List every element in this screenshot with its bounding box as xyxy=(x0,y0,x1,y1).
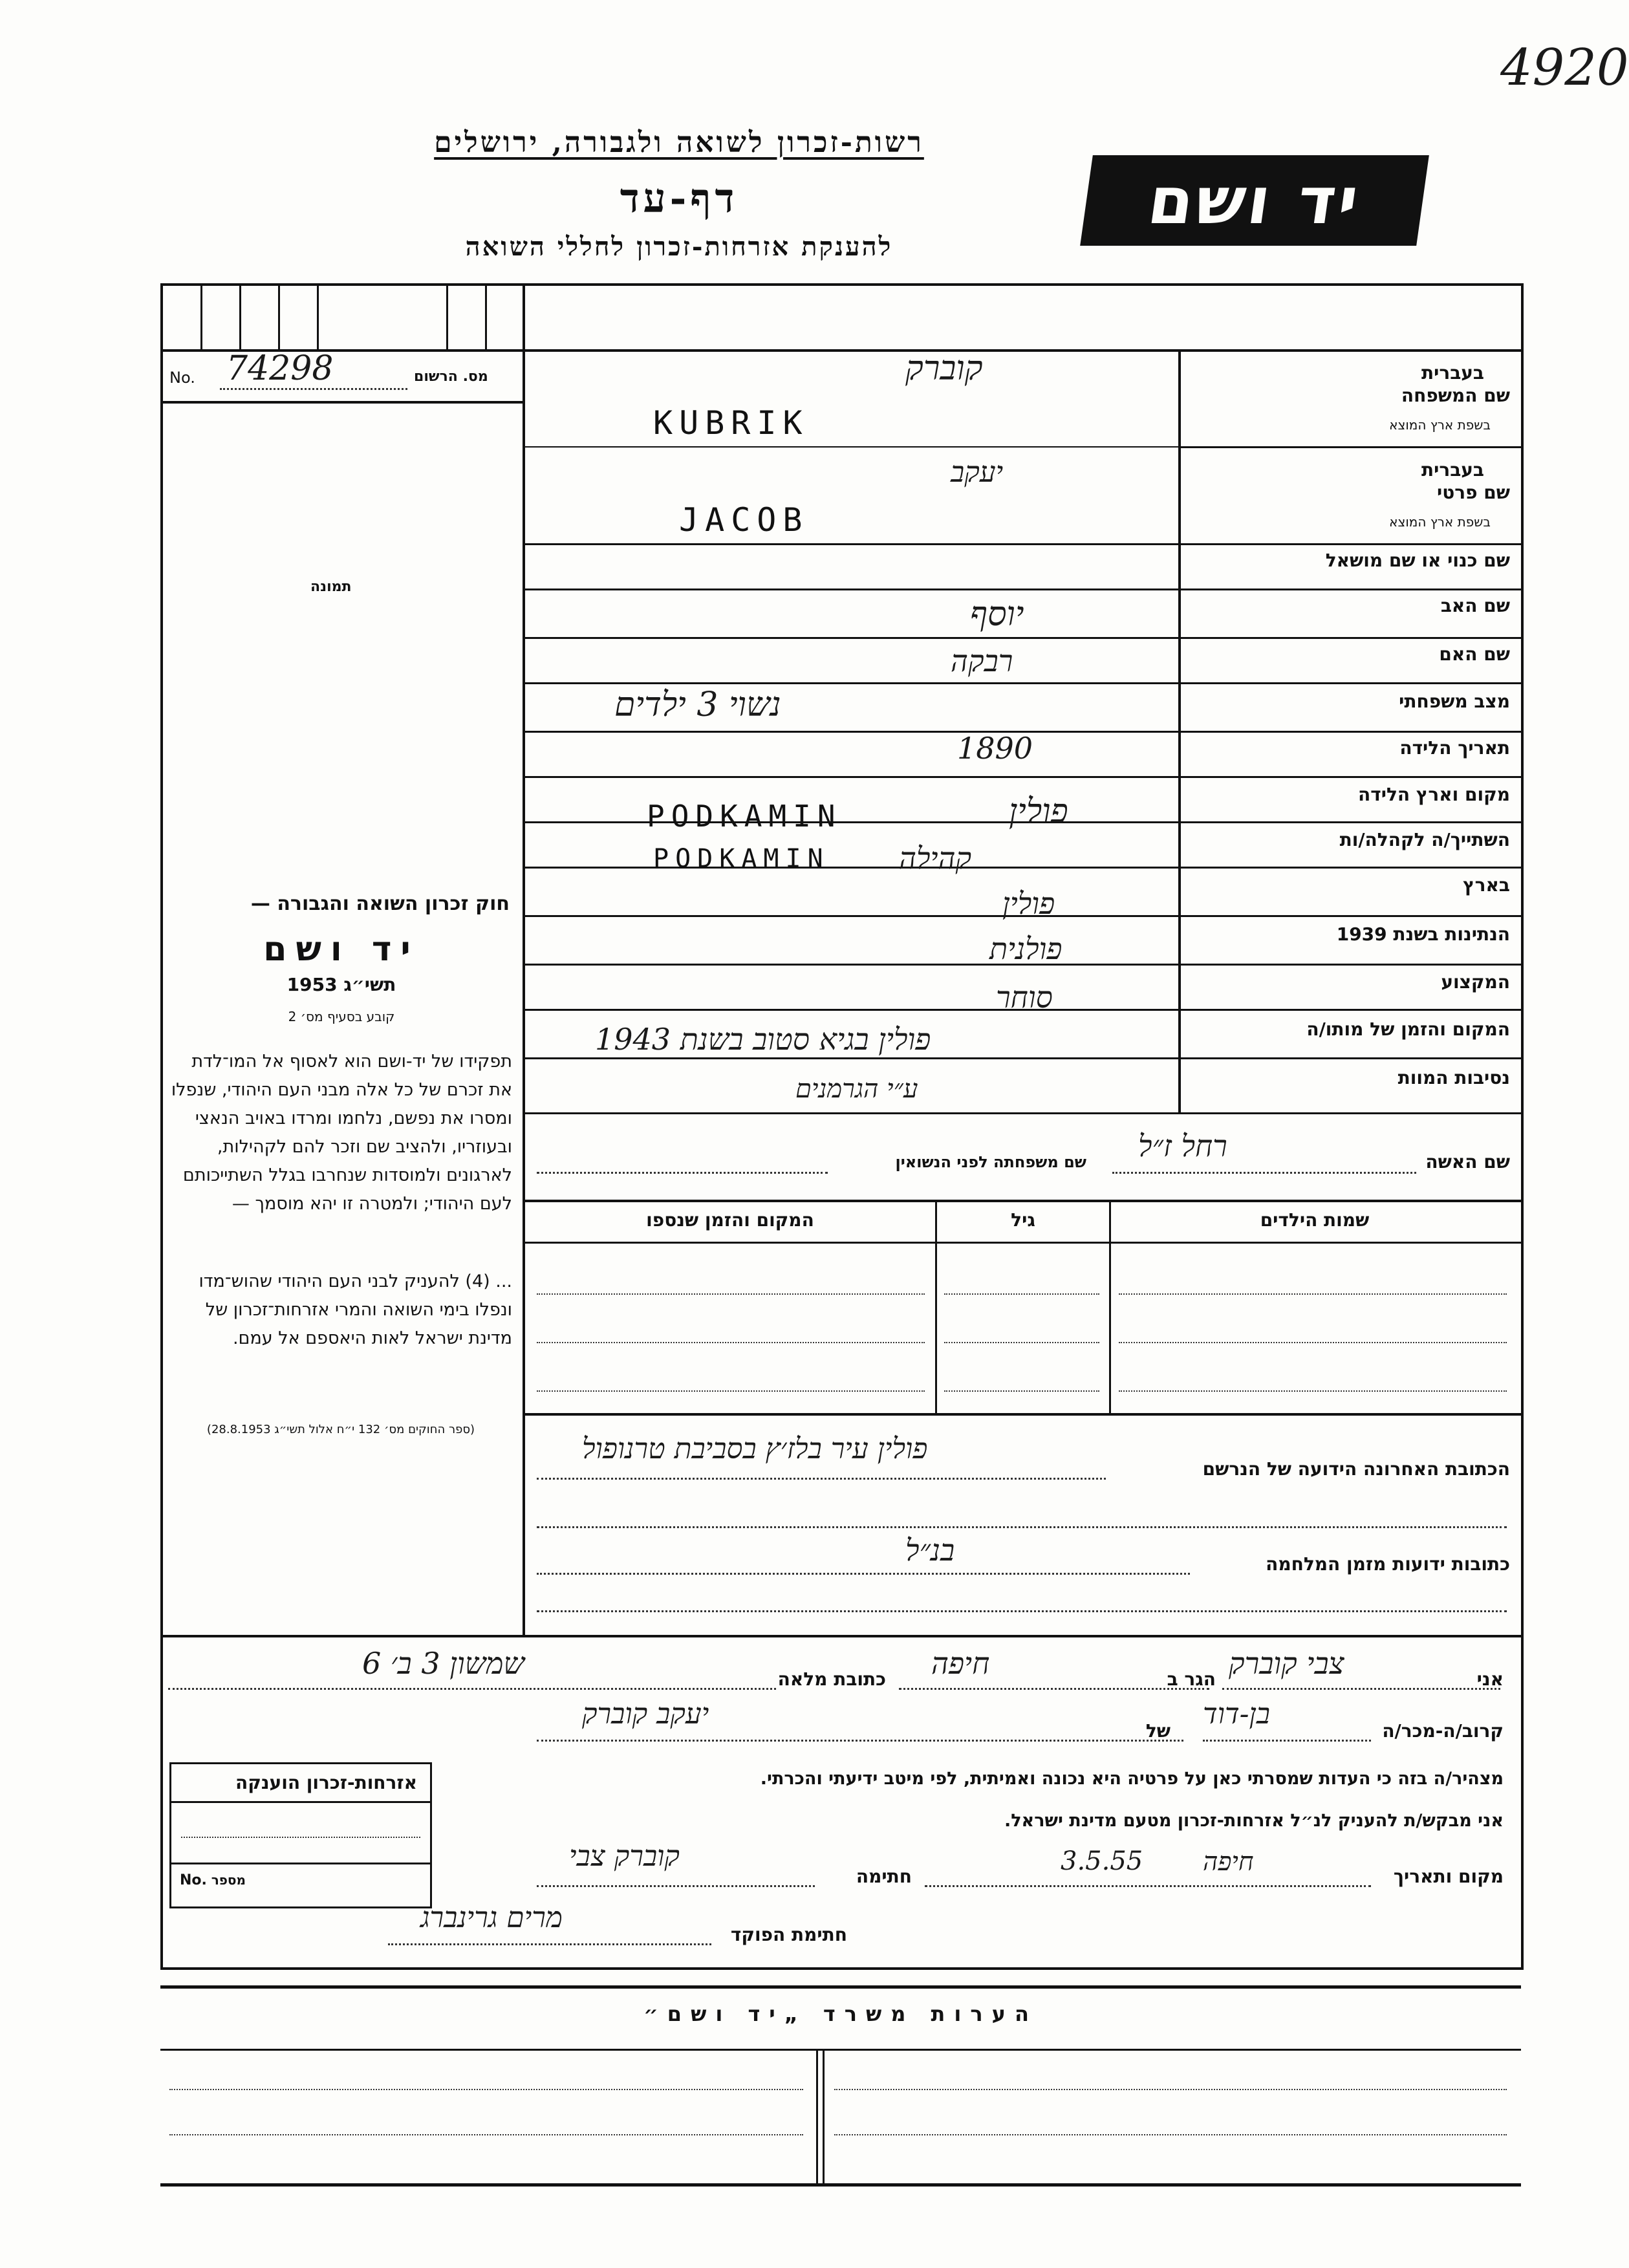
firstname-label: שם פרטי xyxy=(1436,482,1510,503)
yad-vashem-logo xyxy=(1080,155,1429,246)
surname-hebrew-value: קוברק xyxy=(905,349,983,388)
mother-label: שם האם xyxy=(1439,643,1510,665)
death-circumstances-label: נסיבות המוות xyxy=(1397,1067,1510,1088)
law-paragraph-2: ... (4) להעניק לבני העם היהודי שהוש־מדו ונפלו בימי השואה והמרי אזרחות־זכרון של מדינת ישראל לאות היאספם אל עמם. xyxy=(199,1271,512,1348)
wife-label: שם האשה xyxy=(1425,1151,1510,1172)
resident-value: חיפה xyxy=(931,1646,990,1681)
date-value: 3.5.55 xyxy=(1061,1846,1143,1876)
law-clause: קובע בסעיף מס׳ 2 xyxy=(288,1009,395,1024)
community-latin-value: PODKAMIN xyxy=(653,844,830,874)
country-label: בארץ xyxy=(1463,874,1510,896)
mother-value: רבקה xyxy=(951,643,1013,678)
registration-label: מס. הרשום xyxy=(414,369,488,385)
form-purpose: להענקת אזרחות-זכרון לחללי השואה xyxy=(465,232,893,262)
corner-number: 4920 xyxy=(1500,39,1629,97)
community-hebrew-value: קהילה xyxy=(899,841,972,876)
surname-latin-value: KUBRIK xyxy=(653,404,809,442)
place-date-label: מקום ותאריך xyxy=(1393,1866,1504,1887)
father-label: שם האב xyxy=(1440,595,1510,616)
firstname-hebrew-value: יעקב xyxy=(951,456,1004,489)
place-value: חיפה xyxy=(1203,1847,1254,1877)
birthdate-label: תאריך הלידה xyxy=(1399,737,1510,759)
officer-signature-value: מרים גרינברג xyxy=(420,1901,563,1934)
origin-lang-label: בשפת ארץ המוצא xyxy=(1389,417,1491,433)
country-value: פולין xyxy=(1002,886,1055,921)
death-circumstances-value: ע״י הגרמנים xyxy=(795,1074,918,1104)
photo-label: תמונה xyxy=(310,579,352,595)
birthplace-latin-value: PODKAMIN xyxy=(647,799,842,834)
relation-value: בן-דוד xyxy=(1203,1698,1270,1731)
citizenship-no-label: No. xyxy=(180,1872,207,1888)
logo-text: יד ושם xyxy=(1143,162,1366,239)
children-age-header: גיל xyxy=(1011,1209,1035,1231)
profession-label: המקצוע xyxy=(1441,971,1510,993)
signature-label: חתימה xyxy=(856,1866,912,1887)
surname-label: שם המשפחה xyxy=(1401,385,1510,406)
full-address-value: שמשון 3 ב׳ 6 xyxy=(362,1646,525,1681)
registration-no-label: No. xyxy=(169,369,195,387)
last-address-value: פולין עיר בלז׳ץ בסביבת טרנופול xyxy=(582,1432,928,1465)
full-address-label: כתובת מלאה xyxy=(777,1669,886,1690)
declarant-value: צבי קוברק xyxy=(1229,1646,1344,1681)
law-title: חוק זכרון השואה והגבורה — xyxy=(250,892,510,915)
firstname-latin-value: JACOB xyxy=(679,501,809,539)
children-death-header: המקום והזמן שנספו xyxy=(646,1209,814,1231)
last-address-label: הכתובת האחרונה הידועה של הנרשם xyxy=(1202,1458,1510,1480)
children-names-header: שמות הילדים xyxy=(1260,1209,1370,1231)
law-year: תשי״ג 1953 xyxy=(286,974,396,995)
nickname-label: שם כנוי או שם מושאל xyxy=(1325,550,1510,571)
war-address-label: כתובות ידועות מזמן המלחמה xyxy=(1266,1553,1510,1575)
of-label: של xyxy=(1145,1720,1171,1742)
war-address-value: בנ״ל xyxy=(905,1533,955,1568)
authority-heading: רשות-זכרון לשואה ולגבורה, ירושלים xyxy=(434,126,924,159)
law-name: יד ושם xyxy=(263,930,420,969)
registration-number: 74298 xyxy=(226,349,334,388)
death-place-label: המקום והזמן של מותו/ה xyxy=(1306,1019,1510,1040)
marital-label: מצב משפחתי xyxy=(1399,691,1510,712)
declarant-label: אני xyxy=(1476,1669,1504,1690)
citizenship-label: הנתינות בשנת 1939 xyxy=(1336,923,1510,945)
birthplace-hebrew-value: פולין xyxy=(1009,792,1068,831)
maiden-name-label: שם משפחתה לפני הנשואין xyxy=(895,1153,1086,1171)
in-hebrew-label: בעברית xyxy=(1421,362,1484,383)
statement-2: אני מבקש/ת להעניק לנ״ל אזרחות-זכרון מטעם מדינת ישראל. xyxy=(1004,1811,1504,1831)
in-hebrew-label-2: בעברית xyxy=(1421,459,1484,481)
remarks-title: הערות משרד „יד ושם״ xyxy=(643,2002,1038,2026)
wife-value: רחל ז״ל xyxy=(1138,1129,1227,1163)
officer-signature-label: חתימת הפוקד xyxy=(730,1924,847,1945)
form-title: דף-עד xyxy=(620,175,739,222)
citizenship-box-title: אזרחות-זכרון הוענקה xyxy=(235,1772,417,1793)
birthplace-label: מקום וארץ הלידה xyxy=(1358,784,1510,805)
birthdate-value: 1890 xyxy=(957,731,1033,766)
citizenship-value: פולנית xyxy=(989,931,1063,966)
signature-value: קוברק צבי xyxy=(569,1840,680,1873)
law-source: (ספר החוקים מס׳ 132 י״ח אלול תשי״ג 28.8.1953) xyxy=(206,1423,475,1436)
profession-value: סוחר xyxy=(996,980,1053,1015)
death-place-value: פולין בגיא סטוב בשנת 1943 xyxy=(595,1022,931,1057)
community-label: השתייך/ה לקהלה/ות xyxy=(1339,829,1510,850)
father-value: יוסף xyxy=(970,595,1024,634)
resident-label: הגר ב xyxy=(1167,1669,1216,1690)
citizenship-number-label: מספר xyxy=(211,1872,246,1888)
relation-label: קרוב/ה-מכר/ה xyxy=(1382,1720,1504,1742)
marital-value: נשוי 3 ילדים xyxy=(614,686,781,724)
origin-lang-label-2: בשפת ארץ המוצא xyxy=(1389,514,1491,530)
law-paragraph-1: תפקידו של יד-ושם הוא לאסוף אל המו־לדת את זכרם של כל אלה מבני העם היהודי, שנפלו ומסרו את נפשם, נלחמו ומרדו באויב הנאצי ובעוזריו, ולהציב שם וזכר להם לקהילות, לארגונים ולמוסדות שנחרבו בגלל השתייכותם לעם היהודי; ולמטרה זו יהא מוסמך — xyxy=(171,1052,512,1214)
of-value: יעקב קוברק xyxy=(582,1698,709,1731)
statement-1: מצהיר/ה בזה כי העדות שמסרתי כאן על פרטיה היא נכונה ואמיתית, לפי מיטב ידיעתי והכרתי. xyxy=(760,1769,1504,1789)
